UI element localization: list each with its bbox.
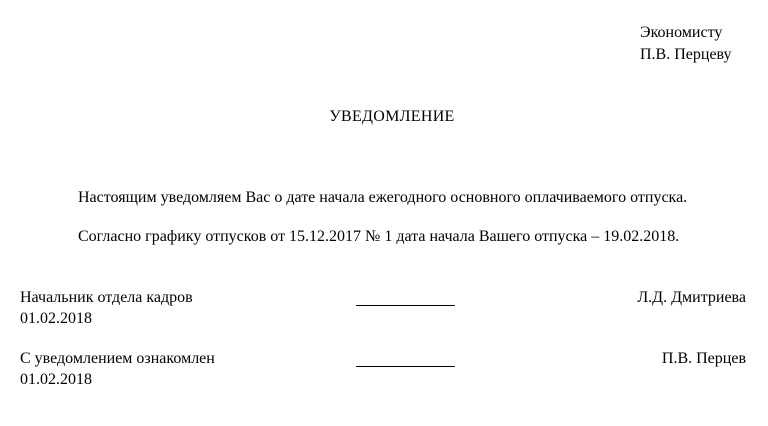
addressee-block — [640, 22, 732, 66]
document-title: УВЕДОМЛЕНИЕ — [329, 108, 455, 125]
signature-date-2: 01.02.2018 — [20, 371, 92, 388]
signature-line-1 — [356, 305, 455, 306]
notice-paragraph-2: Согласно графику отпусков от 15.12.2017 № 1 дата начала Вашего отпуска – 19.02.2018. — [78, 228, 680, 245]
signature-role-1: Начальник отдела кадров — [20, 289, 193, 306]
addressee-position: Экономисту — [640, 24, 723, 41]
notice-paragraph-1: Настоящим уведомляем Вас о дате начала ежегодного основного оплачиваемого отпуска. — [78, 189, 688, 206]
addressee-name: П.В. Перцеву — [640, 46, 732, 63]
signature-name-1: Л.Д. Дмитриева — [637, 289, 746, 306]
signature-role-2: С уведомлением ознакомлен — [20, 350, 215, 367]
signature-date-1: 01.02.2018 — [20, 310, 92, 327]
signature-line-2 — [356, 366, 455, 367]
signature-name-2: П.В. Перцев — [661, 350, 746, 367]
